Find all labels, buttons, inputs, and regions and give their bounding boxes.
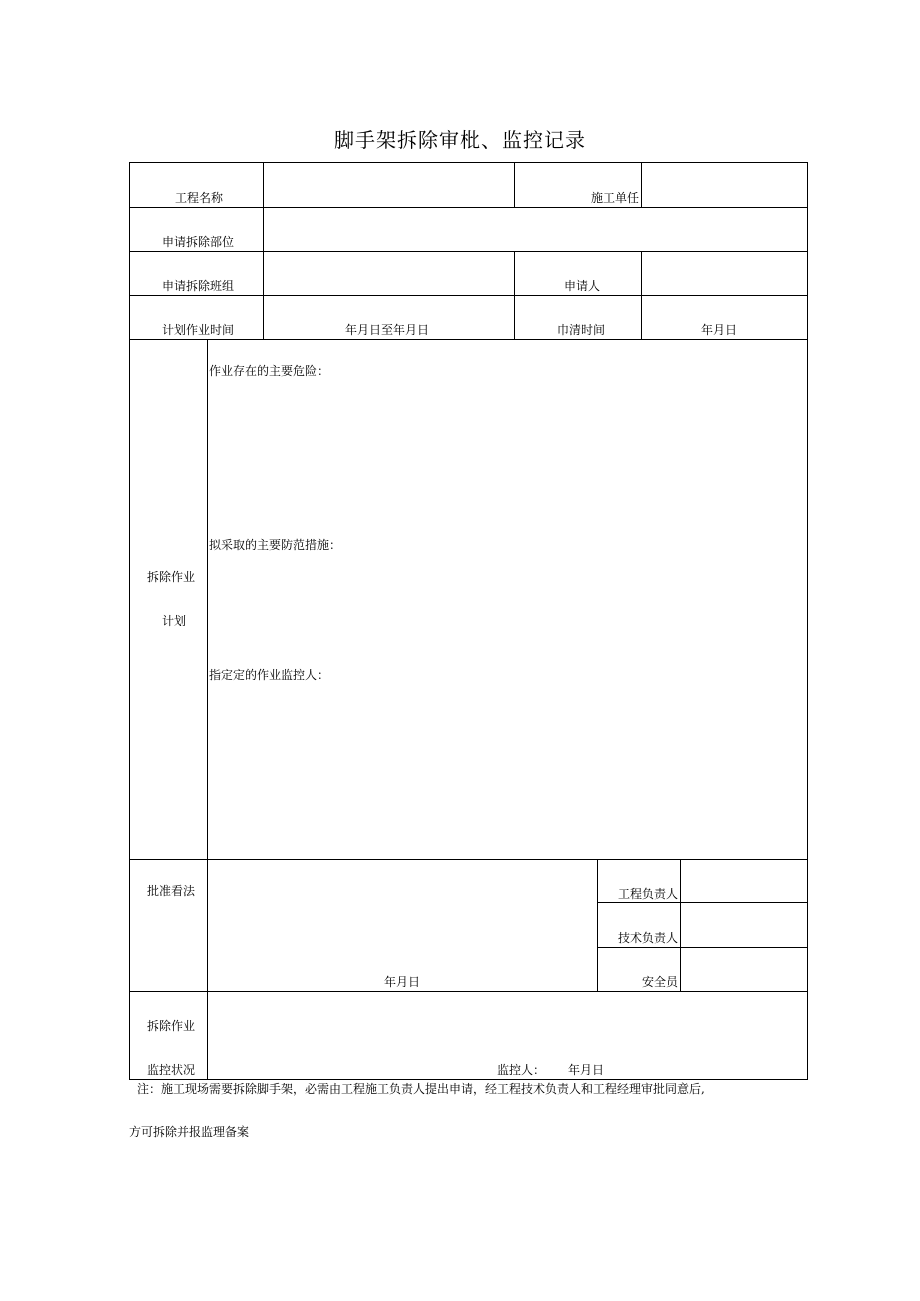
row-divider xyxy=(129,295,808,296)
construction-unit-label: 施工单任 xyxy=(591,191,640,205)
table-border-left xyxy=(129,162,130,1080)
prevention-measures-label: 拟采取的主要防范措施： xyxy=(209,538,342,552)
approval-form-table xyxy=(129,162,808,1080)
approval-opinion-label: 批准看法 xyxy=(147,884,196,898)
col-divider xyxy=(263,162,264,339)
page-title: 脚手架拆除审枇、监控记录 xyxy=(334,128,586,152)
planned-time-value: 年月日至年月日 xyxy=(345,323,430,337)
col-divider xyxy=(207,339,208,1080)
dismantle-team-label: 申请拆除班组 xyxy=(162,279,235,293)
project-leader-label: 工程负责人 xyxy=(618,887,679,901)
table-border-top xyxy=(129,162,808,163)
row-divider xyxy=(129,991,808,992)
main-hazards-label: 作业存在的主要危险： xyxy=(209,364,330,378)
project-name-label: 工程名称 xyxy=(175,191,224,205)
col-divider xyxy=(641,251,642,339)
monitoring-label-line2: 监控状况 xyxy=(147,1063,196,1077)
note-line-2: 方可拆除并报监理备案 xyxy=(129,1125,250,1139)
dismantle-plan-label-line2: 计划 xyxy=(162,614,187,628)
approval-date: 年月日 xyxy=(384,975,421,989)
designated-monitor-label: 指定定的作业监控人： xyxy=(209,668,330,682)
col-divider xyxy=(514,251,515,339)
apply-time-label: 巾清时间 xyxy=(557,323,606,337)
row-divider xyxy=(129,859,808,860)
row-divider xyxy=(597,902,808,903)
dismantle-plan-label-line1: 拆除作业 xyxy=(147,570,196,584)
col-divider xyxy=(597,859,598,991)
applicant-label: 申请人 xyxy=(564,279,601,293)
monitor-label: 监控人： xyxy=(497,1063,546,1077)
row-divider xyxy=(129,339,808,340)
apply-time-value: 年月日 xyxy=(701,323,738,337)
table-border-bottom xyxy=(129,1079,808,1080)
dismantle-part-label: 申请拆除部位 xyxy=(162,235,235,249)
monitoring-label-line1: 拆除作业 xyxy=(147,1019,196,1033)
monitoring-date: 年月日 xyxy=(568,1063,605,1077)
row-divider xyxy=(597,947,808,948)
col-divider xyxy=(641,162,642,207)
note-line-1: 注：施工现场需要拆除脚手架，必需由工程施工负责人提出申请，经工程技术负责人和工程经理审批同意后, xyxy=(137,1082,705,1096)
technical-leader-label: 技术负责人 xyxy=(618,931,679,945)
row-divider xyxy=(129,207,808,208)
col-divider xyxy=(514,162,515,207)
planned-time-label: 计划作业时间 xyxy=(162,323,235,337)
table-border-right xyxy=(807,162,808,1080)
col-divider xyxy=(680,859,681,991)
safety-officer-label: 安全员 xyxy=(642,975,679,989)
row-divider xyxy=(129,251,808,252)
